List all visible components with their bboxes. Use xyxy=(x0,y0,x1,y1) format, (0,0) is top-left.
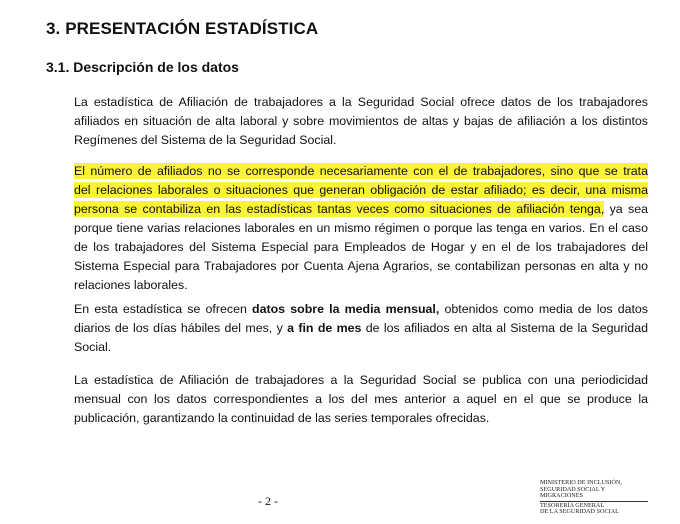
logo-text: TESORERÍA GENERAL xyxy=(540,501,605,509)
text-line: Regímenes del Sistema de la Seguridad Social. xyxy=(74,133,337,147)
text-span: de los afiliados en alta al Sistema de la Seguridad xyxy=(361,321,648,335)
section-title: 3. PRESENTACIÓN ESTADÍSTICA xyxy=(46,19,319,38)
paragraph-publication xyxy=(74,371,648,428)
paragraph-intro xyxy=(74,93,648,150)
text-line: Sistema Especial para Trabajadores por Cuenta Ajena Agrarios, se contabilizan personas en alta y no xyxy=(74,259,648,273)
logo-text: MINISTERIO DE INCLUSIÓN, xyxy=(540,479,622,486)
text-span: obtenidos como media de los datos xyxy=(439,302,649,316)
paragraph-affiliates xyxy=(74,162,648,295)
highlight-mark: del relaciones laborales o situaciones que generan obligación de estar afiliado; es decir, una misma xyxy=(74,183,648,197)
highlight-mark: persona se contabiliza en las estadísticas tantas veces como situaciones de afiliación tenga, xyxy=(74,202,605,216)
text-span: diarios de los días hábiles del mes, y xyxy=(74,321,288,335)
highlight-mark: El número de afiliados no se corresponde necesariamente con el de trabajadores, sino que se trata xyxy=(74,164,648,178)
text-line: La estadística de Afiliación de trabajadores a la Seguridad Social ofrece datos de los trabajadores xyxy=(74,95,648,109)
logo-text: DE LA SEGURIDAD SOCIAL xyxy=(540,508,619,516)
text-line: Social. xyxy=(74,340,112,354)
text-line: relaciones laborales. xyxy=(74,278,188,292)
text-line: porque tiene varias relaciones laborales en un mismo régimen o porque las tenga en varios. En el caso xyxy=(74,221,648,235)
logo-text: SEGURIDAD SOCIAL Y xyxy=(540,485,606,493)
text-line: mensual con los datos correspondientes a los del mes anterior a aquel en el que se produce la xyxy=(74,392,648,406)
text-line: afiliados en situación de alta laboral y sobre movimientos de altas y bajas de afiliación a los distintos xyxy=(74,114,648,128)
text-line: La estadística de Afiliación de trabajadores a la Seguridad Social se publica con una periodicidad xyxy=(74,373,648,387)
text-line xyxy=(74,200,648,219)
bold-span: a fin de mes xyxy=(287,321,362,335)
page-number: - 2 - xyxy=(258,494,278,508)
highlighted-line xyxy=(74,181,648,200)
text-line: de los trabajadores del Sistema Especial para Empleados de Hogar y en el de los trabajadores del xyxy=(74,240,648,254)
text-span: ya sea xyxy=(604,202,649,216)
ministry-logo xyxy=(540,480,650,516)
text-line: publicación, garantizando la continuidad de las series temporales ofrecidas. xyxy=(74,411,490,425)
highlighted-line xyxy=(74,162,648,181)
subsection-title: 3.1. Descripción de los datos xyxy=(46,59,239,75)
logo-text: MIGRACIONES xyxy=(540,492,583,500)
text-line xyxy=(74,319,648,338)
text-span: En esta estadística se ofrecen xyxy=(74,302,253,316)
bold-span: datos sobre la media mensual, xyxy=(252,302,440,316)
paragraph-monthly xyxy=(74,300,648,357)
text-line xyxy=(74,300,648,319)
